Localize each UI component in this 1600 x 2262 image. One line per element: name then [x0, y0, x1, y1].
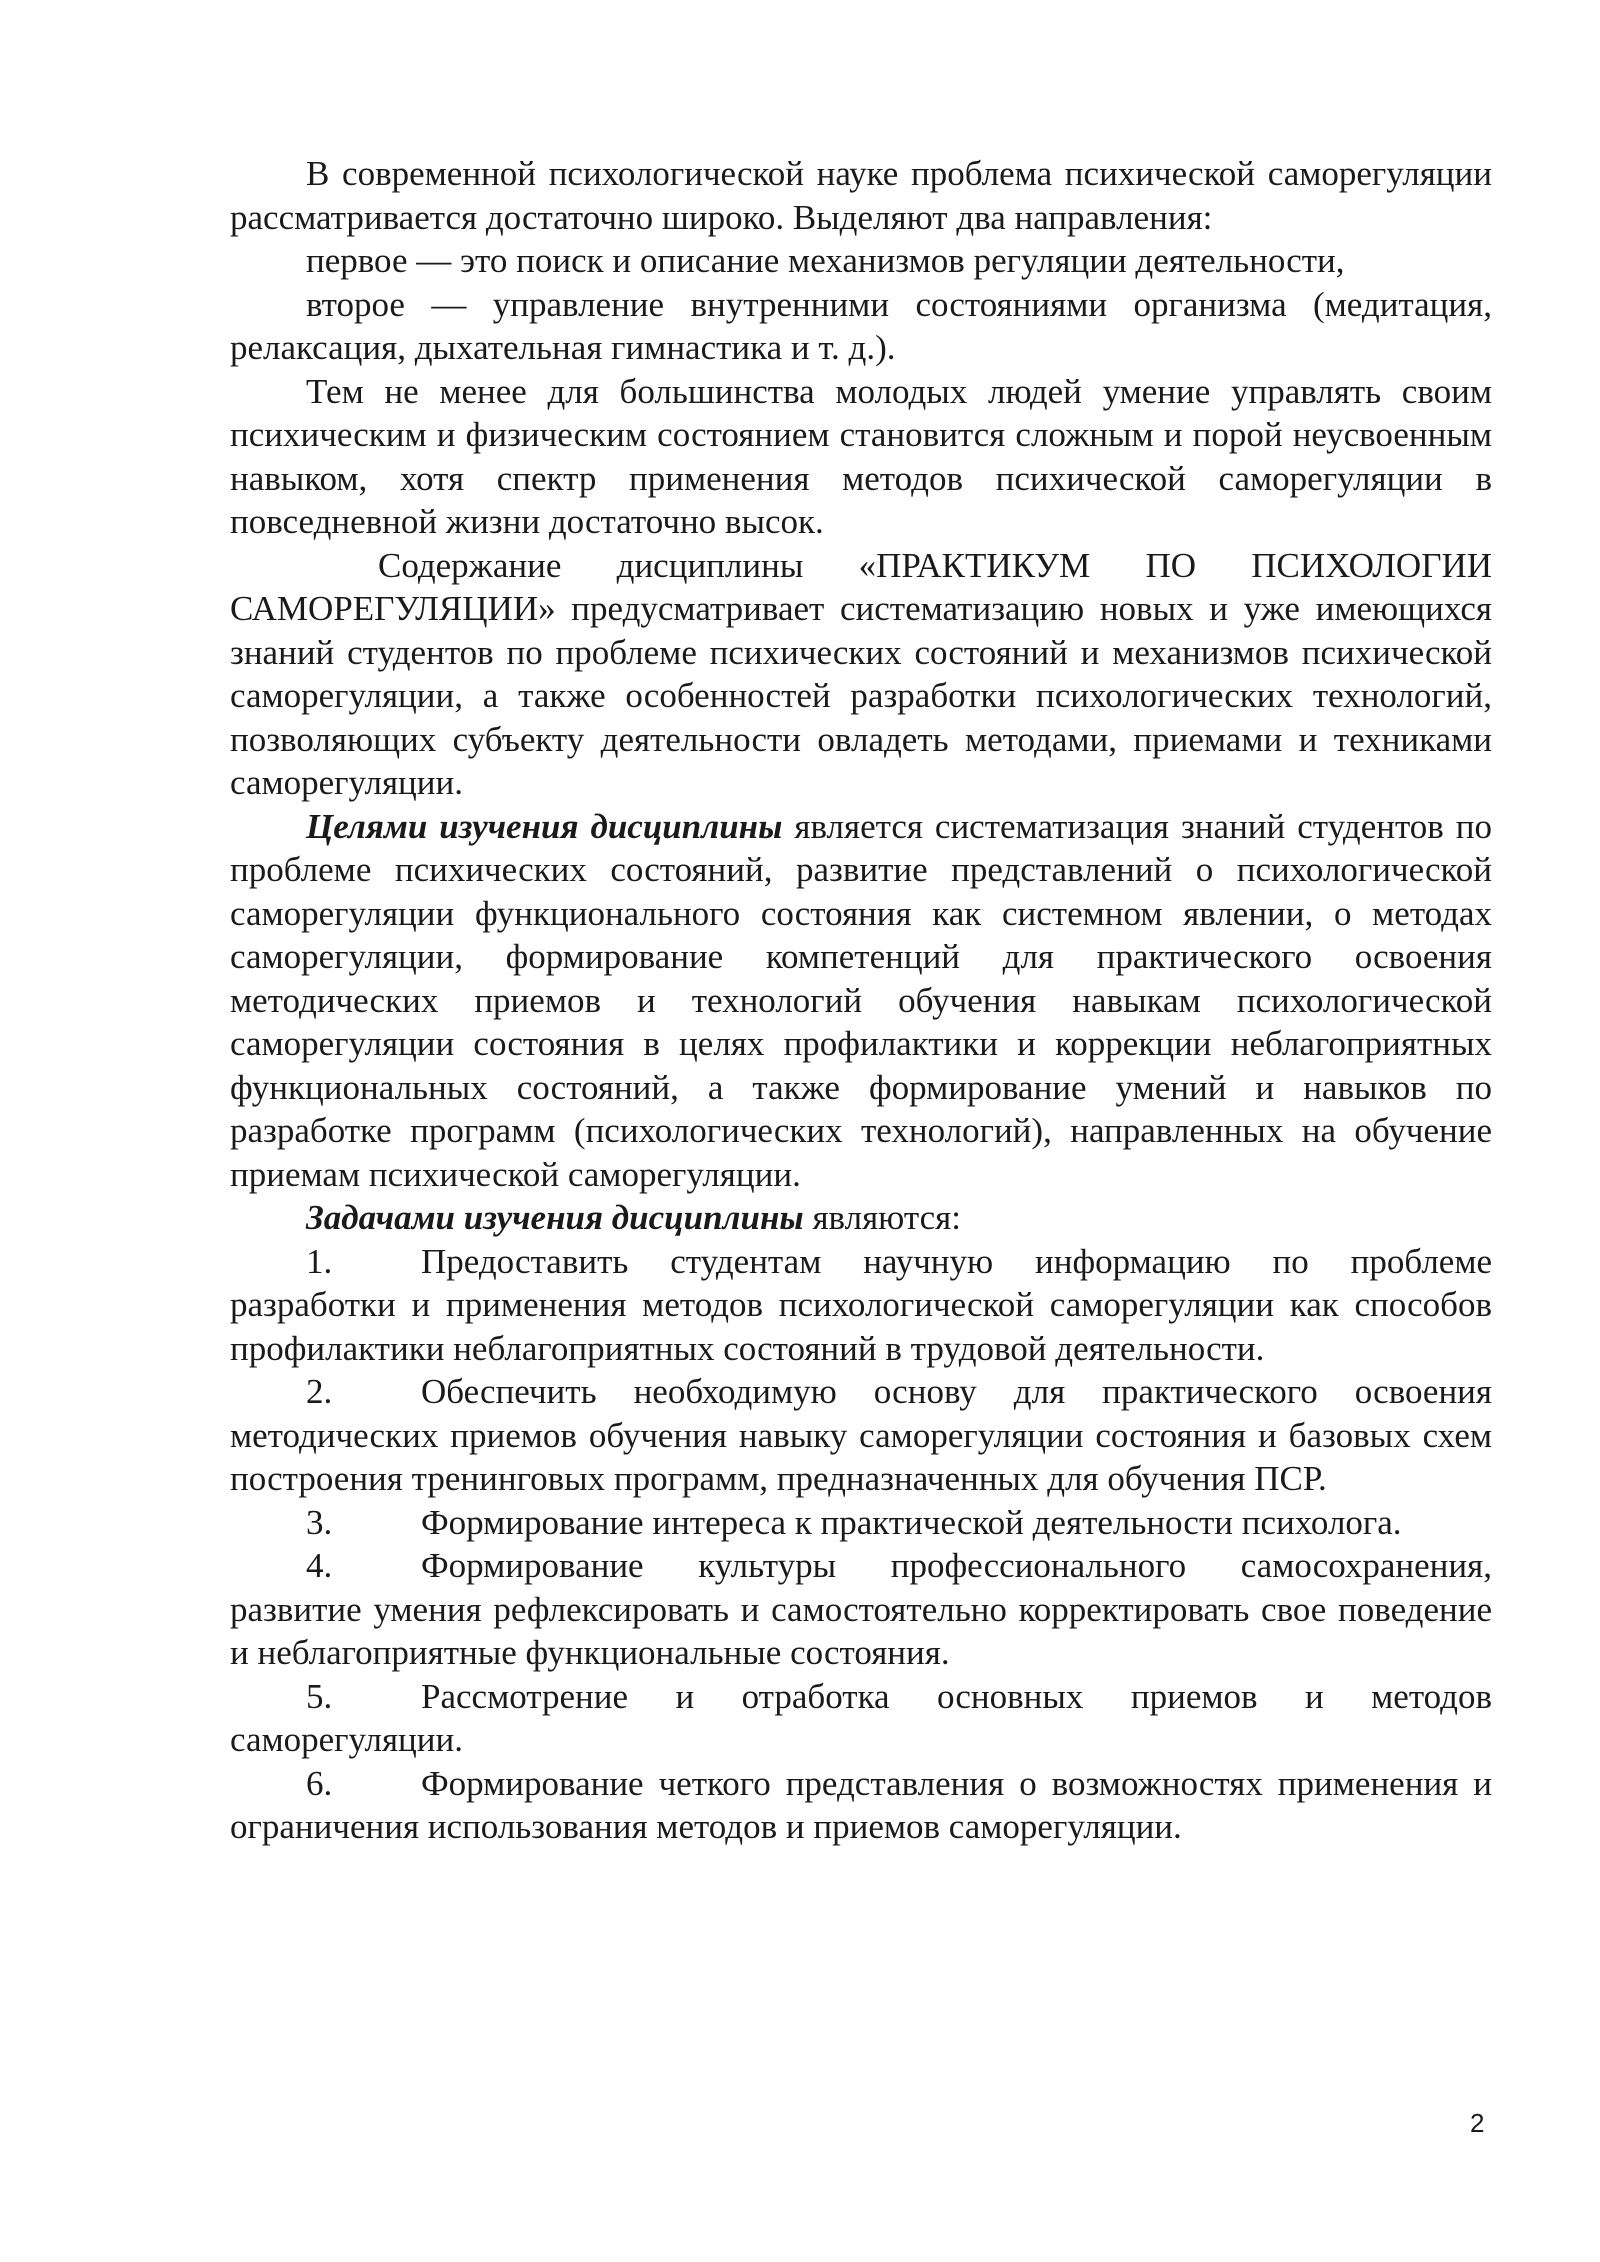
- paragraph-content: Содержание дисциплины «ПРАКТИКУМ ПО ПСИХОЛОГИИ САМОРЕГУЛЯЦИИ» предусматривает систематизацию новых и уже имеющихся знаний студентов по проблеме психических состояний и механизмов психической саморегуляции, а также особенностей разработки психологических технологий, позволяющих субъекту деятельности овладеть методами, приемами и техниками саморегуляции.: [230, 545, 1492, 802]
- list-item: [230, 1501, 1492, 1545]
- tasks-body: являются:: [803, 1198, 961, 1237]
- list-item-text: Рассмотрение и отработка основных приемов и методов саморегуляции.: [230, 1676, 1492, 1759]
- list-item-number: 1.: [306, 1241, 333, 1281]
- list-item: [230, 1240, 1492, 1371]
- goals-lead: Целями изучения дисциплины: [306, 806, 783, 846]
- paragraph-direction-2: второе — управление внутренними состояниями организма (медитация, релаксация, дыхательная гимнастика и т. д.).: [230, 284, 1492, 367]
- list-item: [230, 1762, 1492, 1849]
- list-item-number: 5.: [306, 1676, 333, 1716]
- paragraph-goals: [230, 805, 1492, 1197]
- list-item-number: 3.: [306, 1502, 333, 1542]
- document-body: [230, 152, 1492, 1849]
- list-item-text: Предоставить студентам научную информацию по проблеме разработки и применения методов психологической саморегуляции как способов профилактики неблагоприятных состояний в трудовой деятельности.: [230, 1241, 1492, 1368]
- paragraph-intro: В современной психологической науке проблема психической саморегуляции рассматривается достаточно широко. Выделяют два направления:: [230, 154, 1492, 237]
- list-item-text: Обеспечить необходимую основу для практического освоения методических приемов обучения навыку саморегуляции состояния и базовых схем построения тренинговых программ, предназначенных для обучения ПСР.: [230, 1372, 1492, 1498]
- list-item-number: 6.: [306, 1763, 333, 1803]
- tasks-lead: Задачами изучения дисциплины: [306, 1198, 804, 1237]
- list-item-text: Формирование культуры профессионального самосохранения, развитие умения рефлексировать и самостоятельно корректировать свое поведение и неблагоприятные функциональные состояния.: [230, 1546, 1492, 1672]
- list-item-text: Формирование интереса к практической деятельности психолога.: [421, 1502, 1402, 1542]
- paragraph-however: Тем не менее для большинства молодых людей умение управлять своим психическим и физическим состоянием становится сложным и порой неусвоенным навыком, хотя спектр применения методов психической саморегуляции в повседневной жизни достаточно высок.: [230, 371, 1492, 541]
- list-item-number: 4.: [306, 1546, 333, 1585]
- page-number: 2: [1470, 2108, 1485, 2138]
- list-item-number: 2.: [306, 1372, 333, 1411]
- goals-body: является систематизация знаний студентов по проблеме психических состояний, развитие представлений о психологической саморегуляции функционального состояния как системном явлении, о методах саморегуляции, формирование компетенций для практического освоения методических приемов и технологий обучения навыкам психологической саморегуляции состояния в целях профилактики и коррекции неблагоприятных функциональных состояний, а также формирование умений и навыков по разработке программ (психологических технологий), направленных на обучение приемам психической саморегуляции.: [230, 806, 1492, 1194]
- list-item: [230, 1544, 1492, 1675]
- paragraph-direction-1: первое — это поиск и описание механизмов регуляции деятельности,: [306, 241, 1345, 280]
- list-item: [230, 1370, 1492, 1501]
- paragraph-tasks: [230, 1196, 1492, 1240]
- list-item-text: Формирование четкого представления о возможностях применения и ограничения использования методов и приемов саморегуляции.: [230, 1763, 1492, 1846]
- list-item: [230, 1675, 1492, 1762]
